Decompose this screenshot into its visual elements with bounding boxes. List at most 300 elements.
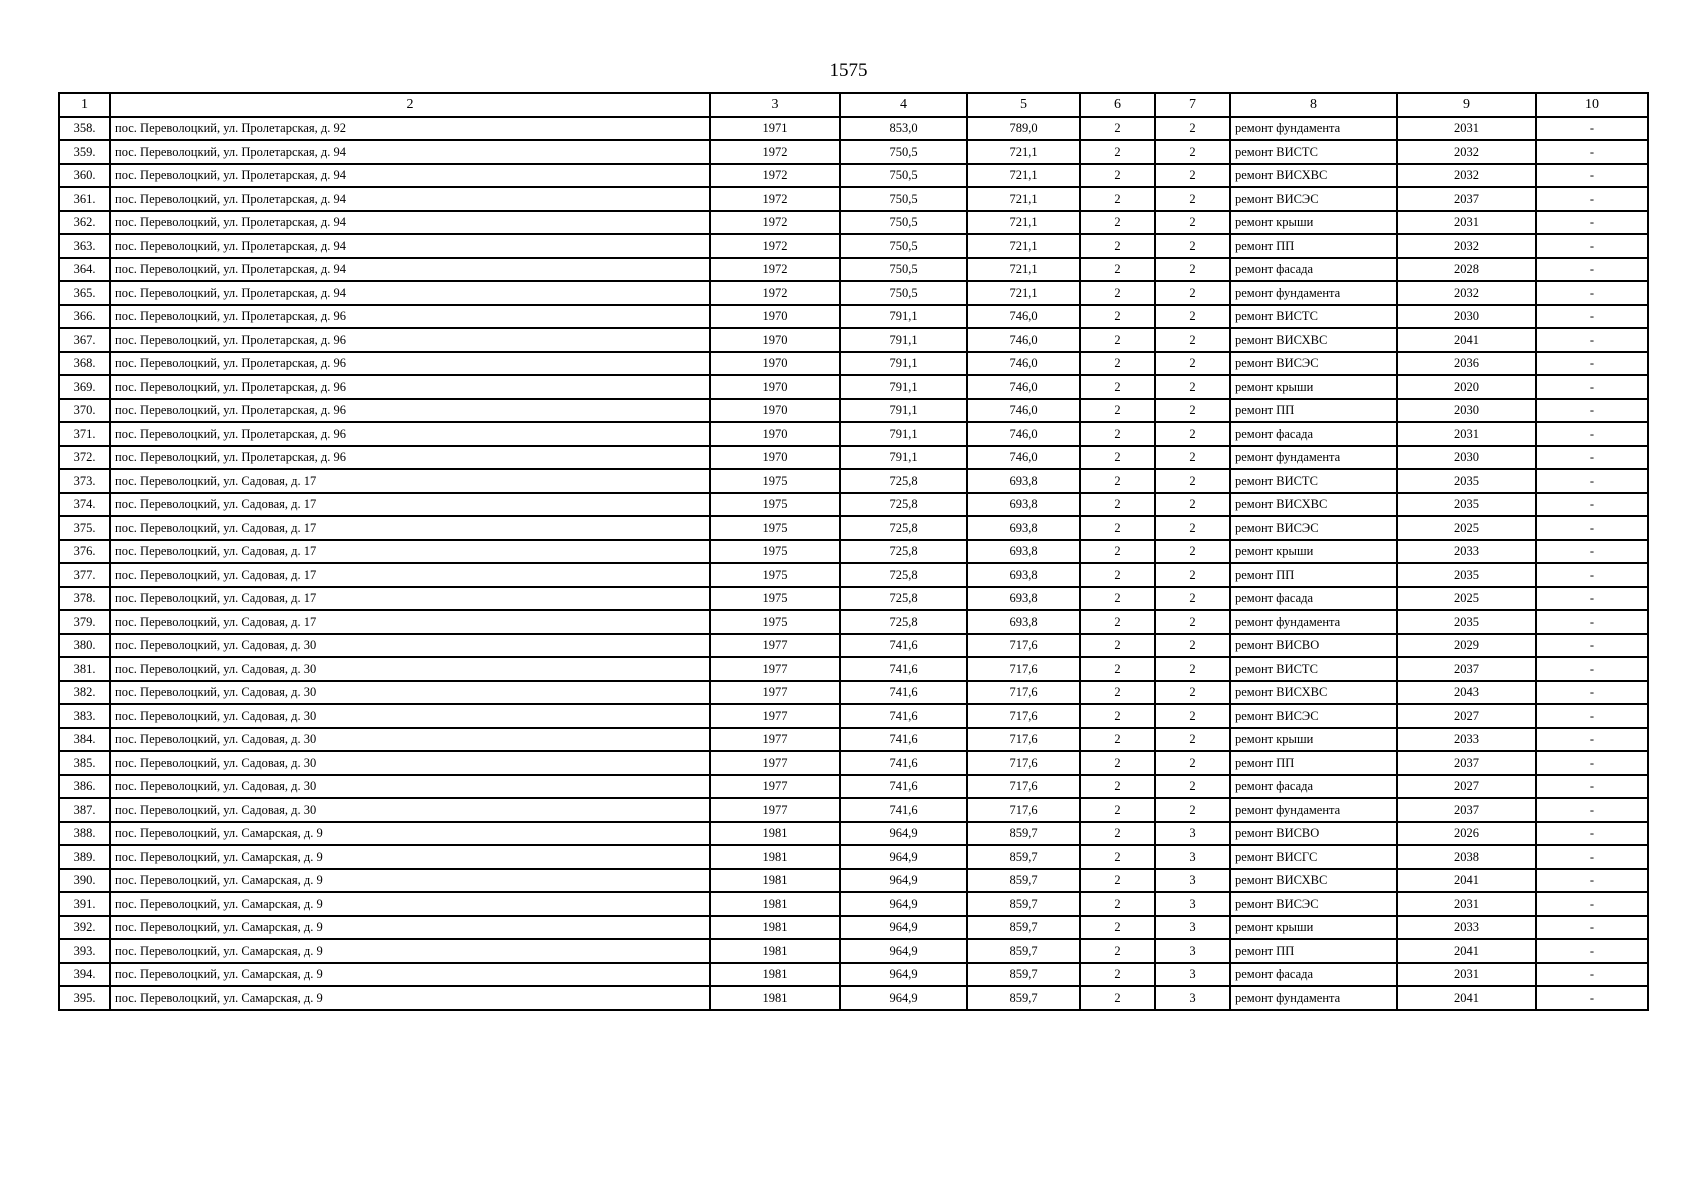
table-row [59,140,1648,164]
cell-row-number: 391. [59,892,110,916]
column-header-row-number: 1 [59,93,110,117]
table-row [59,939,1648,963]
cell-note: - [1536,657,1648,681]
cell-total-area: 725,8 [840,587,967,611]
cell-year-built: 1972 [710,234,840,258]
cell-living-area: 717,6 [967,657,1080,681]
cell-planned-year: 2036 [1397,352,1536,376]
cell-total-area: 741,6 [840,681,967,705]
cell-row-number: 361. [59,187,110,211]
cell-work-type: ремонт ВИСХВС [1230,869,1397,893]
header-row [59,93,1648,117]
cell-row-number: 372. [59,446,110,470]
cell-planned-year: 2037 [1397,187,1536,211]
cell-address: пос. Переволоцкий, ул. Садовая, д. 30 [110,681,710,705]
cell-row-number: 368. [59,352,110,376]
cell-planned-year: 2035 [1397,563,1536,587]
cell-total-area: 741,6 [840,751,967,775]
cell-total-area: 750,5 [840,234,967,258]
cell-entrances: 2 [1155,540,1230,564]
cell-entrances: 2 [1155,493,1230,517]
cell-planned-year: 2032 [1397,140,1536,164]
cell-floors: 2 [1080,352,1155,376]
cell-note: - [1536,775,1648,799]
cell-address: пос. Переволоцкий, ул. Пролетарская, д. 94 [110,258,710,282]
cell-note: - [1536,963,1648,987]
cell-row-number: 383. [59,704,110,728]
cell-row-number: 386. [59,775,110,799]
cell-year-built: 1972 [710,281,840,305]
cell-planned-year: 2032 [1397,234,1536,258]
cell-year-built: 1972 [710,187,840,211]
cell-living-area: 693,8 [967,587,1080,611]
cell-floors: 2 [1080,258,1155,282]
cell-address: пос. Переволоцкий, ул. Пролетарская, д. 94 [110,187,710,211]
cell-planned-year: 2032 [1397,164,1536,188]
cell-floors: 2 [1080,117,1155,141]
cell-row-number: 392. [59,916,110,940]
cell-floors: 2 [1080,939,1155,963]
cell-work-type: ремонт крыши [1230,916,1397,940]
table-row [59,869,1648,893]
cell-address: пос. Переволоцкий, ул. Самарская, д. 9 [110,822,710,846]
cell-year-built: 1972 [710,164,840,188]
cell-entrances: 2 [1155,751,1230,775]
cell-work-type: ремонт ВИСВО [1230,634,1397,658]
cell-note: - [1536,939,1648,963]
table-row [59,986,1648,1010]
cell-living-area: 717,6 [967,704,1080,728]
cell-work-type: ремонт ПП [1230,234,1397,258]
cell-floors: 2 [1080,775,1155,799]
table-header [59,93,1648,117]
cell-entrances: 3 [1155,822,1230,846]
cell-row-number: 374. [59,493,110,517]
cell-year-built: 1981 [710,845,840,869]
cell-entrances: 2 [1155,140,1230,164]
cell-row-number: 380. [59,634,110,658]
cell-total-area: 725,8 [840,563,967,587]
cell-living-area: 721,1 [967,258,1080,282]
column-header-address: 2 [110,93,710,117]
cell-row-number: 393. [59,939,110,963]
cell-total-area: 791,1 [840,422,967,446]
cell-work-type: ремонт фундамента [1230,610,1397,634]
column-header-total-area: 4 [840,93,967,117]
cell-year-built: 1977 [710,657,840,681]
column-header-work-type: 8 [1230,93,1397,117]
cell-entrances: 2 [1155,728,1230,752]
cell-row-number: 364. [59,258,110,282]
cell-living-area: 717,6 [967,728,1080,752]
cell-note: - [1536,281,1648,305]
cell-entrances: 2 [1155,305,1230,329]
table-row [59,399,1648,423]
cell-living-area: 721,1 [967,187,1080,211]
cell-entrances: 2 [1155,681,1230,705]
cell-planned-year: 2025 [1397,587,1536,611]
table-body [59,117,1648,1010]
cell-note: - [1536,540,1648,564]
cell-entrances: 2 [1155,469,1230,493]
cell-year-built: 1970 [710,399,840,423]
cell-work-type: ремонт ВИСТС [1230,469,1397,493]
cell-address: пос. Переволоцкий, ул. Садовая, д. 17 [110,493,710,517]
cell-year-built: 1970 [710,375,840,399]
cell-planned-year: 2041 [1397,939,1536,963]
cell-floors: 2 [1080,187,1155,211]
cell-planned-year: 2037 [1397,751,1536,775]
cell-planned-year: 2033 [1397,728,1536,752]
cell-planned-year: 2035 [1397,493,1536,517]
cell-work-type: ремонт фасада [1230,258,1397,282]
cell-address: пос. Переволоцкий, ул. Садовая, д. 30 [110,634,710,658]
cell-living-area: 859,7 [967,869,1080,893]
cell-address: пос. Переволоцкий, ул. Садовая, д. 30 [110,751,710,775]
cell-entrances: 2 [1155,399,1230,423]
cell-living-area: 746,0 [967,375,1080,399]
cell-row-number: 362. [59,211,110,235]
cell-total-area: 725,8 [840,493,967,517]
cell-total-area: 750,5 [840,211,967,235]
cell-floors: 2 [1080,211,1155,235]
cell-floors: 2 [1080,399,1155,423]
cell-work-type: ремонт ВИСВО [1230,822,1397,846]
cell-work-type: ремонт ВИСТС [1230,305,1397,329]
cell-year-built: 1981 [710,986,840,1010]
cell-floors: 2 [1080,822,1155,846]
cell-floors: 2 [1080,751,1155,775]
cell-row-number: 389. [59,845,110,869]
cell-note: - [1536,610,1648,634]
cell-year-built: 1981 [710,892,840,916]
cell-entrances: 2 [1155,446,1230,470]
cell-living-area: 693,8 [967,540,1080,564]
cell-year-built: 1975 [710,563,840,587]
cell-total-area: 741,6 [840,704,967,728]
cell-planned-year: 2027 [1397,704,1536,728]
cell-year-built: 1975 [710,610,840,634]
cell-living-area: 859,7 [967,916,1080,940]
cell-row-number: 387. [59,798,110,822]
cell-entrances: 2 [1155,375,1230,399]
cell-address: пос. Переволоцкий, ул. Пролетарская, д. 94 [110,164,710,188]
cell-row-number: 379. [59,610,110,634]
table-row [59,516,1648,540]
cell-note: - [1536,563,1648,587]
cell-address: пос. Переволоцкий, ул. Садовая, д. 17 [110,563,710,587]
cell-note: - [1536,986,1648,1010]
table-row [59,211,1648,235]
cell-floors: 2 [1080,728,1155,752]
table-row [59,587,1648,611]
cell-work-type: ремонт ПП [1230,751,1397,775]
cell-note: - [1536,164,1648,188]
cell-address: пос. Переволоцкий, ул. Пролетарская, д. 96 [110,399,710,423]
cell-row-number: 369. [59,375,110,399]
cell-total-area: 741,6 [840,798,967,822]
cell-total-area: 791,1 [840,328,967,352]
table-row [59,822,1648,846]
cell-address: пос. Переволоцкий, ул. Пролетарская, д. 94 [110,140,710,164]
cell-work-type: ремонт ПП [1230,399,1397,423]
cell-work-type: ремонт ВИСЭС [1230,352,1397,376]
cell-row-number: 377. [59,563,110,587]
cell-living-area: 693,8 [967,493,1080,517]
cell-planned-year: 2030 [1397,305,1536,329]
cell-living-area: 859,7 [967,939,1080,963]
cell-entrances: 3 [1155,939,1230,963]
table-row [59,446,1648,470]
cell-living-area: 721,1 [967,234,1080,258]
cell-year-built: 1972 [710,211,840,235]
cell-work-type: ремонт фасада [1230,587,1397,611]
cell-floors: 2 [1080,610,1155,634]
cell-address: пос. Переволоцкий, ул. Пролетарская, д. 96 [110,446,710,470]
cell-row-number: 371. [59,422,110,446]
cell-address: пос. Переволоцкий, ул. Садовая, д. 30 [110,704,710,728]
table-row [59,704,1648,728]
cell-work-type: ремонт ВИСЭС [1230,704,1397,728]
cell-floors: 2 [1080,516,1155,540]
cell-living-area: 721,1 [967,281,1080,305]
cell-row-number: 367. [59,328,110,352]
table-row [59,234,1648,258]
cell-address: пос. Переволоцкий, ул. Пролетарская, д. 94 [110,281,710,305]
cell-living-area: 693,8 [967,563,1080,587]
cell-address: пос. Переволоцкий, ул. Садовая, д. 17 [110,469,710,493]
cell-total-area: 791,1 [840,305,967,329]
table-row [59,469,1648,493]
cell-living-area: 693,8 [967,516,1080,540]
cell-living-area: 717,6 [967,798,1080,822]
cell-row-number: 366. [59,305,110,329]
cell-work-type: ремонт ВИСХВС [1230,681,1397,705]
cell-address: пос. Переволоцкий, ул. Самарская, д. 9 [110,845,710,869]
cell-year-built: 1981 [710,963,840,987]
cell-year-built: 1970 [710,352,840,376]
cell-living-area: 746,0 [967,352,1080,376]
cell-planned-year: 2041 [1397,986,1536,1010]
table-row [59,634,1648,658]
cell-note: - [1536,869,1648,893]
cell-note: - [1536,728,1648,752]
cell-living-area: 717,6 [967,634,1080,658]
cell-planned-year: 2030 [1397,399,1536,423]
cell-planned-year: 2031 [1397,422,1536,446]
cell-note: - [1536,446,1648,470]
cell-entrances: 3 [1155,869,1230,893]
cell-planned-year: 2037 [1397,657,1536,681]
cell-entrances: 2 [1155,258,1230,282]
cell-planned-year: 2033 [1397,916,1536,940]
table-row [59,798,1648,822]
cell-floors: 2 [1080,657,1155,681]
cell-note: - [1536,798,1648,822]
cell-work-type: ремонт ВИСЭС [1230,187,1397,211]
cell-address: пос. Переволоцкий, ул. Пролетарская, д. 96 [110,352,710,376]
table-row [59,352,1648,376]
cell-floors: 2 [1080,869,1155,893]
table-row [59,845,1648,869]
cell-address: пос. Переволоцкий, ул. Самарская, д. 9 [110,916,710,940]
cell-work-type: ремонт фасада [1230,963,1397,987]
cell-planned-year: 2037 [1397,798,1536,822]
cell-work-type: ремонт фасада [1230,775,1397,799]
cell-entrances: 2 [1155,634,1230,658]
cell-entrances: 3 [1155,845,1230,869]
cell-year-built: 1975 [710,540,840,564]
cell-planned-year: 2038 [1397,845,1536,869]
cell-note: - [1536,211,1648,235]
column-header-living-area: 5 [967,93,1080,117]
cell-address: пос. Переволоцкий, ул. Садовая, д. 30 [110,728,710,752]
cell-year-built: 1981 [710,822,840,846]
table-row [59,775,1648,799]
cell-living-area: 693,8 [967,469,1080,493]
cell-living-area: 859,7 [967,963,1080,987]
cell-note: - [1536,751,1648,775]
cell-note: - [1536,140,1648,164]
cell-year-built: 1972 [710,258,840,282]
table-row [59,164,1648,188]
cell-total-area: 964,9 [840,892,967,916]
cell-floors: 2 [1080,281,1155,305]
cell-total-area: 725,8 [840,610,967,634]
cell-floors: 2 [1080,140,1155,164]
cell-row-number: 373. [59,469,110,493]
cell-total-area: 741,6 [840,728,967,752]
cell-work-type: ремонт фундамента [1230,798,1397,822]
cell-total-area: 750,5 [840,140,967,164]
cell-entrances: 3 [1155,892,1230,916]
cell-total-area: 791,1 [840,352,967,376]
cell-planned-year: 2031 [1397,963,1536,987]
cell-entrances: 2 [1155,563,1230,587]
cell-row-number: 388. [59,822,110,846]
cell-note: - [1536,328,1648,352]
cell-note: - [1536,681,1648,705]
cell-total-area: 964,9 [840,939,967,963]
cell-work-type: ремонт ВИСЭС [1230,516,1397,540]
cell-year-built: 1977 [710,681,840,705]
cell-living-area: 859,7 [967,892,1080,916]
cell-floors: 2 [1080,963,1155,987]
cell-work-type: ремонт фундамента [1230,281,1397,305]
cell-year-built: 1972 [710,140,840,164]
cell-year-built: 1971 [710,117,840,141]
table-row [59,728,1648,752]
cell-year-built: 1981 [710,869,840,893]
table-row [59,916,1648,940]
cell-living-area: 717,6 [967,751,1080,775]
cell-floors: 2 [1080,634,1155,658]
cell-entrances: 2 [1155,234,1230,258]
cell-floors: 2 [1080,798,1155,822]
cell-entrances: 2 [1155,164,1230,188]
cell-living-area: 693,8 [967,610,1080,634]
cell-entrances: 2 [1155,610,1230,634]
cell-entrances: 2 [1155,587,1230,611]
cell-total-area: 741,6 [840,775,967,799]
cell-note: - [1536,399,1648,423]
cell-work-type: ремонт ВИСХВС [1230,164,1397,188]
cell-floors: 2 [1080,892,1155,916]
cell-year-built: 1977 [710,704,840,728]
cell-note: - [1536,587,1648,611]
table-row [59,117,1648,141]
cell-entrances: 2 [1155,422,1230,446]
cell-floors: 2 [1080,234,1155,258]
cell-note: - [1536,117,1648,141]
cell-entrances: 2 [1155,117,1230,141]
cell-entrances: 2 [1155,211,1230,235]
cell-note: - [1536,352,1648,376]
cell-living-area: 789,0 [967,117,1080,141]
table-row [59,328,1648,352]
cell-row-number: 365. [59,281,110,305]
cell-year-built: 1977 [710,775,840,799]
cell-entrances: 2 [1155,281,1230,305]
cell-floors: 2 [1080,845,1155,869]
cell-floors: 2 [1080,328,1155,352]
cell-note: - [1536,516,1648,540]
cell-address: пос. Переволоцкий, ул. Самарская, д. 9 [110,939,710,963]
cell-year-built: 1970 [710,305,840,329]
cell-floors: 2 [1080,563,1155,587]
cell-year-built: 1977 [710,751,840,775]
cell-year-built: 1981 [710,916,840,940]
cell-planned-year: 2030 [1397,446,1536,470]
cell-floors: 2 [1080,305,1155,329]
cell-floors: 2 [1080,681,1155,705]
cell-note: - [1536,704,1648,728]
cell-note: - [1536,187,1648,211]
cell-work-type: ремонт ПП [1230,939,1397,963]
cell-floors: 2 [1080,493,1155,517]
cell-planned-year: 2041 [1397,869,1536,893]
cell-total-area: 725,8 [840,469,967,493]
cell-floors: 2 [1080,986,1155,1010]
column-header-entrances: 7 [1155,93,1230,117]
cell-total-area: 741,6 [840,634,967,658]
cell-total-area: 750,5 [840,281,967,305]
cell-year-built: 1977 [710,634,840,658]
cell-row-number: 376. [59,540,110,564]
cell-work-type: ремонт фундамента [1230,986,1397,1010]
cell-address: пос. Переволоцкий, ул. Пролетарская, д. 94 [110,234,710,258]
cell-row-number: 382. [59,681,110,705]
cell-work-type: ремонт фундамента [1230,117,1397,141]
cell-total-area: 791,1 [840,399,967,423]
cell-living-area: 721,1 [967,140,1080,164]
cell-address: пос. Переволоцкий, ул. Садовая, д. 30 [110,775,710,799]
cell-entrances: 2 [1155,516,1230,540]
cell-floors: 2 [1080,422,1155,446]
cell-row-number: 363. [59,234,110,258]
cell-note: - [1536,469,1648,493]
cell-floors: 2 [1080,916,1155,940]
cell-address: пос. Переволоцкий, ул. Садовая, д. 17 [110,540,710,564]
cell-planned-year: 2033 [1397,540,1536,564]
cell-living-area: 717,6 [967,681,1080,705]
cell-work-type: ремонт ВИСТС [1230,657,1397,681]
cell-entrances: 3 [1155,986,1230,1010]
cell-work-type: ремонт фундамента [1230,446,1397,470]
cell-planned-year: 2029 [1397,634,1536,658]
cell-living-area: 746,0 [967,328,1080,352]
cell-work-type: ремонт ВИСХВС [1230,328,1397,352]
